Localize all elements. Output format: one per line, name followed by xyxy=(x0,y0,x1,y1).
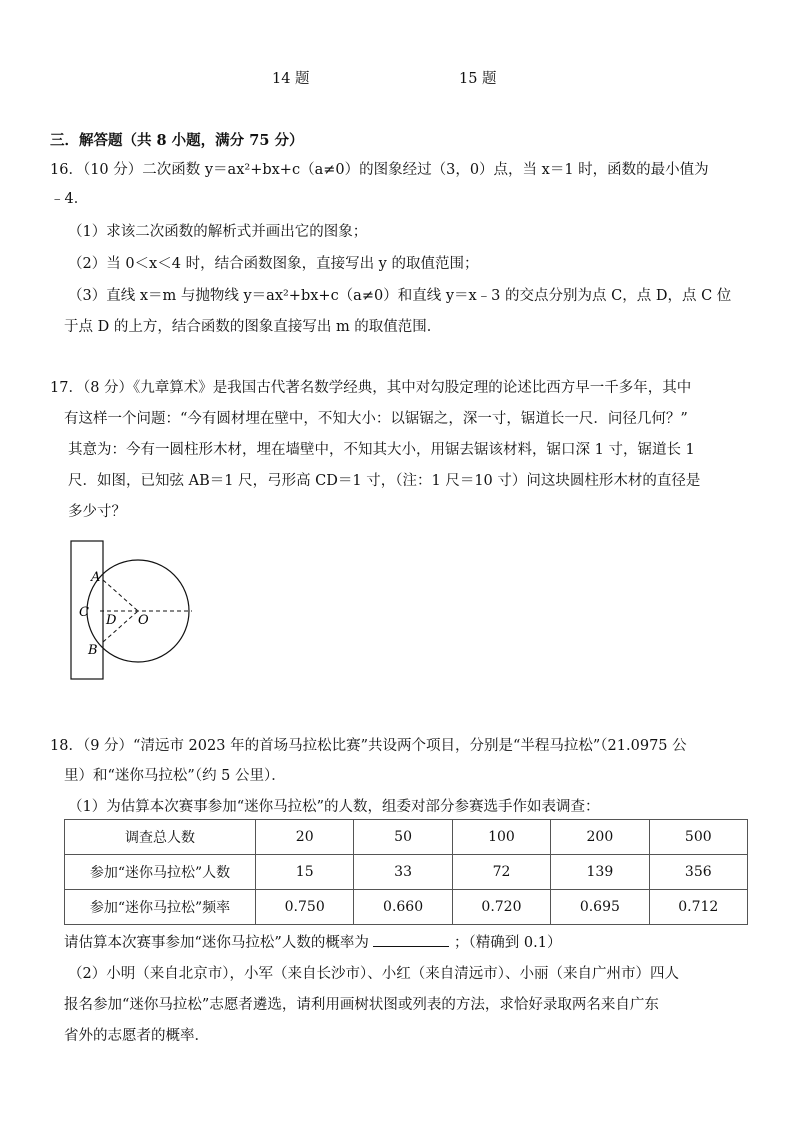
q16-stem-line2: ﹣4． xyxy=(50,191,89,207)
q17-line1: 17．（8 分）《九章算术》是我国古代著名数学经典，其中对勾股定理的论述比西方早一千多年，其中 xyxy=(50,380,692,396)
q18-estimate-line xyxy=(64,932,561,953)
table-cell: 72 xyxy=(452,855,550,890)
table-cell: 100 xyxy=(452,820,550,855)
table-cell: 33 xyxy=(354,855,452,890)
q17-line4: 尺．如图，已知弦 AB＝1 尺，弓形高 CD＝1 寸，（注：1 尺＝10 寸）问这块圆柱形木材的直径是 xyxy=(68,473,701,489)
q16-part3-line1: （3）直线 x＝m 与抛物线 y＝ax²+bx+c（a≠0）和直线 y＝x﹣3 的交点分别为点 C，点 D，点 C 位 xyxy=(68,288,732,304)
table-cell: 参加“迷你马拉松”频率 xyxy=(65,890,256,925)
label-d: D xyxy=(106,613,117,628)
table-cell: 参加“迷你马拉松”人数 xyxy=(65,855,256,890)
q16-part3-line2: 于点 D 的上方，结合函数的图象直接写出 m 的取值范围． xyxy=(64,319,442,335)
q16-part2: （2）当 0＜x＜4 时，结合函数图象，直接写出 y 的取值范围； xyxy=(68,256,479,272)
estimate-prefix: 请估算本次赛事参加“迷你马拉松”人数的概率为 xyxy=(64,935,369,951)
table-row xyxy=(65,820,748,855)
q18-line1: 18．（9 分）“清远市 2023 年的首场马拉松比赛”共设两个项目，分别是“半程马拉松”（21.0975 公 xyxy=(50,738,687,754)
label-o: O xyxy=(138,613,149,628)
q18-part2-line2: 报名参加“迷你马拉松”志愿者遴选，请利用画树状图或列表的方法，求恰好录取两名来自广东 xyxy=(64,997,659,1013)
table-cell: 200 xyxy=(551,820,649,855)
survey-table xyxy=(64,819,748,925)
label-a: A xyxy=(91,570,101,585)
estimate-suffix: ；（精确到 0.1） xyxy=(454,935,562,951)
table-cell: 0.695 xyxy=(551,890,649,925)
table-cell: 0.660 xyxy=(354,890,452,925)
table-cell: 15 xyxy=(256,855,354,890)
q17-line5: 多少寸？ xyxy=(68,504,126,520)
q18-line2: 里）和“迷你马拉松”（约 5 公里）． xyxy=(64,768,286,784)
table-cell: 0.720 xyxy=(452,890,550,925)
table-row xyxy=(65,855,748,890)
table-cell: 调查总人数 xyxy=(65,820,256,855)
section-heading: 三．解答题（共 8 小题，满分 75 分） xyxy=(50,132,304,149)
q18-part1: （1）为估算本次赛事参加“迷你马拉松”的人数，组委对部分参赛选手作如表调查： xyxy=(68,799,600,815)
label-c: C xyxy=(79,605,89,620)
figure-15-caption: 15 题 xyxy=(459,71,497,87)
q16-part1: （1）求该二次函数的解析式并画出它的图象； xyxy=(68,224,368,240)
q18-part2-line1: （2）小明（来自北京市），小军（来自长沙市）、小红（来自清远市）、小丽（来自广州市）四人 xyxy=(68,966,679,982)
table-cell: 0.750 xyxy=(256,890,354,925)
table-cell: 500 xyxy=(649,820,747,855)
table-cell: 356 xyxy=(649,855,747,890)
table-row xyxy=(65,890,748,925)
segment-ao xyxy=(103,580,138,611)
q16-stem-line1: 16．（10 分）二次函数 y＝ax²+bx+c（a≠0）的图象经过（3，0）点，当 x＝1 时，函数的最小值为 xyxy=(50,162,709,178)
q17-line3: 其意为：今有一圆柱形木材，埋在墙壁中，不知其大小，用锯去锯该材料，锯口深 1 寸，锯道长 1 xyxy=(68,442,695,458)
q17-geometry-figure xyxy=(60,536,210,686)
figure-14-caption: 14 题 xyxy=(272,71,310,87)
table-cell: 139 xyxy=(551,855,649,890)
table-cell: 50 xyxy=(354,820,452,855)
table-cell: 0.712 xyxy=(649,890,747,925)
q17-line2: 有这样一个问题：“今有圆材埋在壁中，不知大小：以锯锯之，深一寸，锯道长一尺．问径几何？” xyxy=(64,411,688,427)
label-b: B xyxy=(88,643,98,658)
q18-part2-line3: 省外的志愿者的概率． xyxy=(64,1028,209,1044)
answer-blank[interactable] xyxy=(373,932,449,947)
table-cell: 20 xyxy=(256,820,354,855)
